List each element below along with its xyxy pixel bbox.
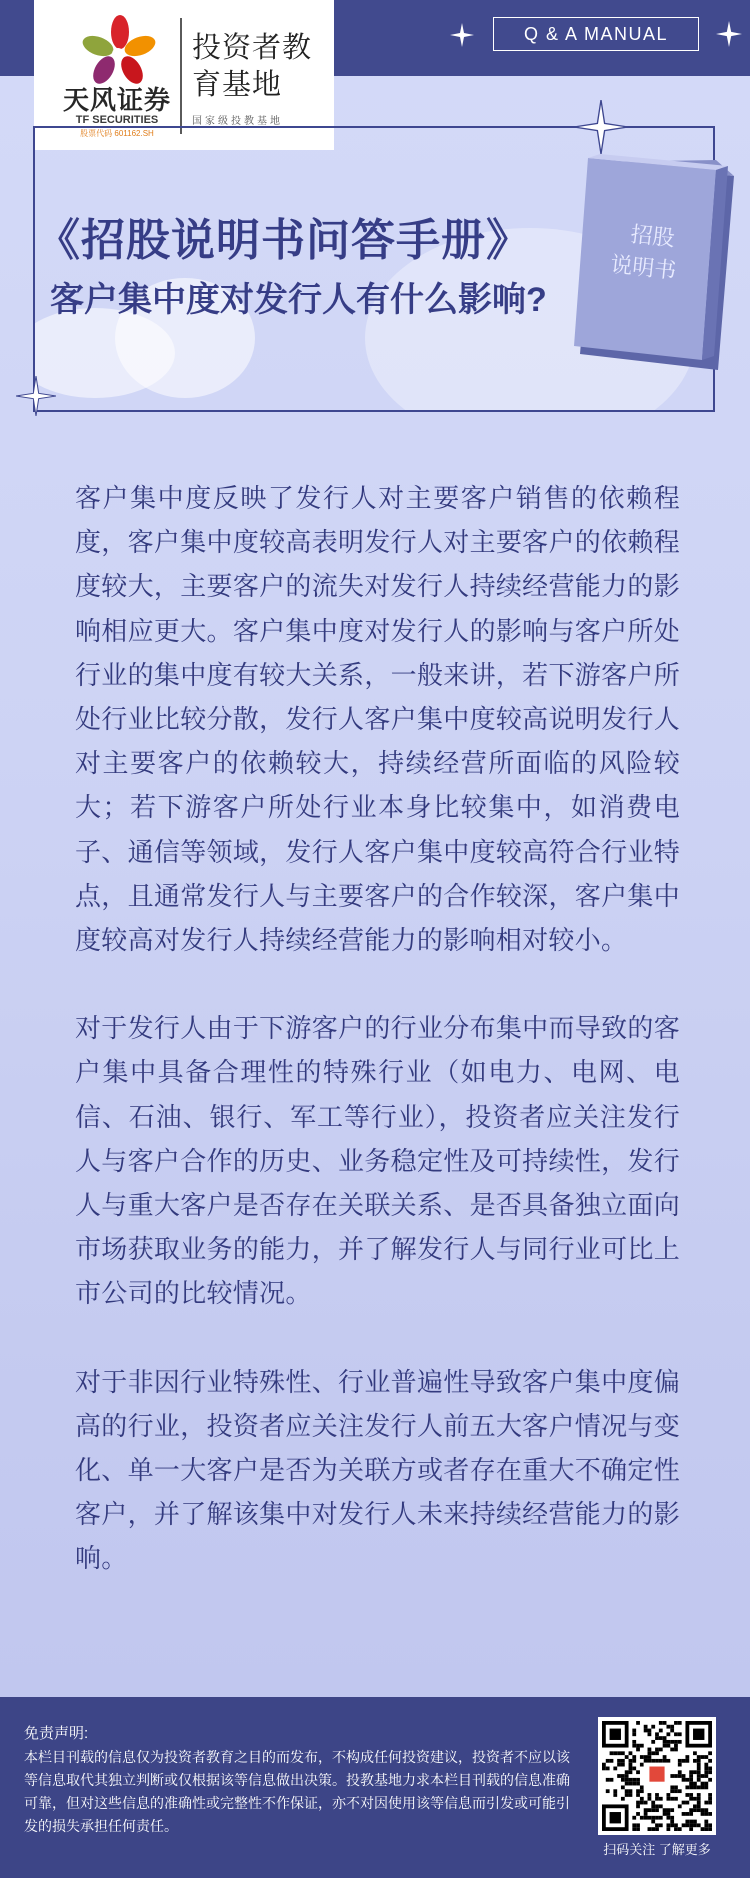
qr-module [602,1763,606,1767]
answer-paragraph: 对于非因行业特殊性、行业普遍性导致客户集中度偏高的行业，投资者应关注发行人前五大客户情况与变化、单一大客户是否为关联方或者存在重大不确定性客户，并了解该集中对发行人未来持续经营能力的影响。 [75,1366,680,1574]
qr-module [651,1816,655,1820]
qr-module [636,1793,640,1797]
qr-module [666,1732,670,1736]
qr-module [704,1801,708,1805]
qr-module [659,1748,663,1752]
qr-module [697,1763,701,1767]
qr-module [674,1721,678,1725]
logo-divider [180,18,182,134]
qr-module [648,1729,652,1733]
qr-module [697,1785,701,1789]
qr-module [632,1816,636,1820]
book-icon [566,148,746,378]
qr-module [640,1744,644,1748]
qr-module [670,1748,674,1752]
qr-module [606,1789,610,1793]
qr-module [689,1827,693,1831]
qr-module [697,1774,701,1778]
qr-module [651,1740,655,1744]
qr-module [625,1770,629,1774]
qr-module [629,1789,633,1793]
qr-module [678,1721,682,1725]
qr-module [636,1812,640,1816]
answer-body [75,476,680,1625]
qr-module [651,1808,655,1812]
sparkle-star-icon [450,23,474,47]
qr-module [625,1778,629,1782]
answer-paragraph: 客户集中度反映了发行人对主要客户销售的依赖程度，客户集中度较高表明发行人对主要客户的依赖程度较大，主要客户的流失对发行人持续经营能力的影响相应更大。客户集中度对发行人的影响与客户所处行业的集中度有较大关系，一般来讲，若下游客户所处行业比较分散，发行人客户集中度较高说明发行人对主要客户的依赖较大，持续经营所面临的风险较大；若下游客户所处行业本身比较集中，如消费电子、通信等领域，发行人客户集中度较高符合行业特点，且通常发行人与主要客户的合作较深，客户集中度较高对发行人持续经营能力的影响相对较小。 [75,483,680,956]
qr-module [632,1755,636,1759]
qr-module [632,1740,636,1744]
qr-module [693,1729,704,1740]
qr-module [651,1725,655,1729]
qr-module [610,1812,621,1823]
qr-module [708,1751,712,1755]
qr-module [689,1820,693,1824]
qr-module [704,1808,708,1812]
qr-module [666,1725,670,1729]
qr-module [701,1827,705,1831]
qr-module [655,1759,659,1763]
qr-module [697,1767,701,1771]
qr-module [666,1744,670,1748]
qr-module [693,1823,697,1827]
qr-module [632,1744,636,1748]
qr-module [648,1808,652,1812]
qr-module [651,1801,655,1805]
qr-module [629,1770,633,1774]
qr-module [636,1744,640,1748]
qr-module [708,1793,712,1797]
qr-module [610,1759,614,1763]
qr-module [682,1823,686,1827]
qr-module [678,1789,682,1793]
question-title: 客户集中度对发行人有什么影响? [50,281,547,319]
qr-module [689,1770,693,1774]
qr-module [629,1782,633,1786]
logo-stock-code: 股票代码 601162.SH [80,129,154,138]
qr-module [685,1755,689,1759]
qr-module [685,1820,689,1824]
qr-module [674,1774,678,1778]
disclaimer-text: 本栏目刊载的信息仅为投资者教育之目的而发布，不构成任何投资建议，投资者不应以该等信息取代其独立判断或仅根据该等信息做出决策。投教基地力求本栏目刊载的信息准确可靠，但对这些信息的准确性或完整性不作保证，亦不对因使用该等信息而引发或可能引发的损失承担任何责任。 [24,1749,570,1834]
qr-module [632,1729,636,1733]
qr-module [708,1801,712,1805]
qr-module [678,1770,682,1774]
qr-module [697,1797,701,1801]
qr-module [670,1774,674,1778]
qr-module [670,1725,674,1729]
qr-module [640,1816,644,1820]
qr-module [636,1748,640,1752]
qr-module [640,1801,644,1805]
qr-module [613,1793,617,1797]
qr-module [621,1778,625,1782]
qr-module [644,1816,648,1820]
qr-module [655,1732,659,1736]
qr-module [689,1793,693,1797]
qr-module [640,1797,644,1801]
qr-module [655,1797,659,1801]
qr-module [625,1755,629,1759]
qr-module [670,1823,674,1827]
qr-module [689,1808,693,1812]
qr-module [674,1823,678,1827]
qr-module [648,1827,652,1831]
qr-code-icon[interactable] [598,1717,716,1835]
qr-module [693,1804,697,1808]
qr-module [648,1759,652,1763]
qr-module [621,1797,625,1801]
qr-module [663,1755,667,1759]
qr-module [670,1729,674,1733]
qr-module [685,1778,689,1782]
qr-module [663,1736,667,1740]
qr-module [659,1804,663,1808]
qr-module [674,1744,678,1748]
qr-module [704,1767,708,1771]
logo-company-english: TF SECURITIES [75,114,159,126]
qr-module [704,1763,708,1767]
qr-module [636,1782,640,1786]
qr-module [693,1808,697,1812]
qr-module [704,1827,708,1831]
qr-module [697,1778,701,1782]
qr-module [602,1767,606,1771]
qr-module [682,1759,686,1763]
qr-module [697,1759,701,1763]
qr-module [674,1740,678,1744]
qr-module [704,1782,708,1786]
qr-module [648,1793,652,1797]
logo-base-subtitle: 国家级投教基地 [192,116,283,127]
qr-module [663,1759,667,1763]
qr-module [670,1820,674,1824]
qr-module [655,1793,659,1797]
qr-module [651,1751,655,1755]
qr-module [682,1812,686,1816]
qr-module [655,1804,659,1808]
qr-module [640,1789,644,1793]
qr-module [651,1759,655,1763]
answer-paragraph: 对于发行人由于下游客户的行业分布集中而导致的客户集中具备合理性的特殊行业（如电力、电网、电信、石油、银行、军工等行业），投资者应关注发行人与客户合作的历史、业务稳定性及可持续性，发行人与重大客户是否存在关联关系、是否具备独立面向市场获取业务的能力，并了解发行人与同行业可比上市公司的比较情况。 [75,1013,680,1309]
qr-module [625,1789,629,1793]
qr-module [651,1804,655,1808]
qr-module [621,1785,625,1789]
qr-module [663,1744,667,1748]
qr-pattern [602,1721,712,1831]
qr-module [697,1755,701,1759]
qr-module [636,1778,640,1782]
qr-module [659,1736,663,1740]
qr-module [659,1721,663,1725]
qr-module [644,1755,648,1759]
qr-module [659,1816,663,1820]
qr-module [666,1816,670,1820]
qr-module [636,1804,640,1808]
qr-module [678,1763,682,1767]
qr-module [682,1801,686,1805]
qr-module [613,1767,617,1771]
qr-module [617,1763,621,1767]
qr-module [685,1759,689,1763]
qr-module [708,1827,712,1831]
qr-module [636,1801,640,1805]
qr-module [663,1721,667,1725]
qr-module [670,1808,674,1812]
sparkle-star-icon [574,100,628,154]
qr-module [629,1778,633,1782]
logo-base-name: 投资者教育基地 [192,32,313,101]
qr-module [632,1827,636,1831]
qr-module [659,1797,663,1801]
qr-module [674,1789,678,1793]
qr-module [697,1823,701,1827]
qr-module [674,1797,678,1801]
qr-module [685,1801,689,1805]
qr-module [678,1740,682,1744]
qr-module [674,1732,678,1736]
sparkle-star-icon [16,376,56,416]
qr-module [697,1804,701,1808]
qr-module [689,1774,693,1778]
qr-module [621,1751,625,1755]
qr-module [685,1812,689,1816]
qr-module [648,1732,652,1736]
qr-module [659,1823,663,1827]
qr-module [666,1793,670,1797]
qr-module [693,1797,697,1801]
qr-module [636,1827,640,1831]
qr-module [655,1823,659,1827]
qr-module [629,1763,633,1767]
qr-module [655,1827,659,1831]
qr-module [708,1797,712,1801]
qr-module [693,1785,697,1789]
qr-module [632,1767,636,1771]
qr-module [606,1759,610,1763]
qr-module [644,1808,648,1812]
qr-module [625,1774,629,1778]
qr-module [685,1793,689,1797]
qr-module [666,1827,670,1831]
qr-module [648,1751,652,1755]
qr-module [689,1785,693,1789]
qr-module [701,1755,705,1759]
sparkle-star-icon [716,21,742,47]
qr-module [648,1816,652,1820]
qr-module [708,1778,712,1782]
qr-module [663,1812,667,1816]
qr-module [689,1812,693,1816]
qr-module [621,1774,625,1778]
qr-module [670,1816,674,1820]
qr-module [648,1797,652,1801]
qr-module [689,1823,693,1827]
qr-caption: 扫码关注 了解更多 [603,1842,711,1857]
qr-module [636,1721,640,1725]
qr-module [708,1767,712,1771]
qr-module [655,1748,659,1752]
qr-module [678,1804,682,1808]
qr-module [655,1751,659,1755]
qr-module [689,1797,693,1801]
qr-module [617,1774,621,1778]
qr-module [704,1812,708,1816]
qr-module [632,1759,636,1763]
qr-module [697,1801,701,1805]
qr-module [701,1782,705,1786]
qr-module [644,1725,648,1729]
qr-module [640,1785,644,1789]
qr-module [674,1785,678,1789]
qr-module [606,1767,610,1771]
qr-module [670,1789,674,1793]
qr-module [708,1823,712,1827]
qr-module [663,1808,667,1812]
qr-module [625,1793,629,1797]
qr-module [632,1778,636,1782]
qr-module [693,1770,697,1774]
qr-module [636,1789,640,1793]
qr-module [655,1736,659,1740]
tf-logo-flower-icon [80,12,160,88]
qr-module [704,1774,708,1778]
qr-module [659,1759,663,1763]
qr-module [697,1770,701,1774]
qr-module [617,1751,621,1755]
qr-module [693,1751,697,1755]
qr-module [640,1763,644,1767]
qr-module [685,1785,689,1789]
qr-module [666,1740,670,1744]
qr-module [610,1778,614,1782]
qr-module [629,1793,633,1797]
qr-module [621,1759,625,1763]
qr-module [610,1729,621,1740]
qr-module [693,1782,697,1786]
qr-module [708,1770,712,1774]
qr-module [704,1820,708,1824]
qr-module [689,1778,693,1782]
qr-module [644,1801,648,1805]
qr-module [666,1812,670,1816]
qr-module [678,1732,682,1736]
qr-module [606,1778,610,1782]
qr-module [610,1751,614,1755]
qr-module [693,1820,697,1824]
qa-manual-label: Q & A MANUAL [493,17,699,51]
qr-module [655,1808,659,1812]
qr-module [629,1759,633,1763]
qr-module [693,1759,697,1763]
qr-module [678,1827,682,1831]
qr-module [649,1767,664,1782]
qr-module [682,1778,686,1782]
qr-module [701,1808,705,1812]
qr-module [613,1751,617,1755]
qr-module [685,1823,689,1827]
qr-module [666,1823,670,1827]
qr-module [632,1732,636,1736]
qr-module [655,1816,659,1820]
qr-module [648,1748,652,1752]
qr-module [708,1759,712,1763]
qr-module [701,1774,705,1778]
qr-module [674,1748,678,1752]
qr-module [636,1770,640,1774]
qr-module [648,1755,652,1759]
qr-module [632,1823,636,1827]
qr-module [704,1823,708,1827]
qr-module [666,1759,670,1763]
qr-module [651,1827,655,1831]
qr-module [704,1770,708,1774]
qr-module [644,1759,648,1763]
qr-module [644,1729,648,1733]
qr-module [613,1789,617,1793]
qr-module [666,1808,670,1812]
qr-module [701,1812,705,1816]
qr-module [621,1763,625,1767]
book-label: 招股说明书 [609,221,678,284]
qr-module [636,1823,640,1827]
qr-module [708,1812,712,1816]
qr-module [666,1797,670,1801]
qr-module [629,1767,633,1771]
qr-module [704,1785,708,1789]
qr-module [682,1774,686,1778]
qr-module [678,1774,682,1778]
qr-module [670,1797,674,1801]
logo-company-name: 天风证券 [62,85,171,115]
qr-module [701,1785,705,1789]
qr-module [629,1751,633,1755]
qr-module [704,1755,708,1759]
qr-module [670,1740,674,1744]
qr-module [651,1820,655,1824]
qr-module [663,1740,667,1744]
manual-title: 《招股说明书问答手册》 [36,216,531,265]
qr-module [678,1759,682,1763]
qr-module [674,1827,678,1831]
qr-module [625,1782,629,1786]
qr-module [644,1812,648,1816]
qr-module [697,1793,701,1797]
qr-module [670,1785,674,1789]
qr-module [689,1782,693,1786]
qr-module [659,1729,663,1733]
disclaimer-title: 免责声明: [24,1725,89,1742]
qr-module [617,1759,621,1763]
qr-module [640,1755,644,1759]
qr-module [697,1808,701,1812]
qr-module [632,1782,636,1786]
